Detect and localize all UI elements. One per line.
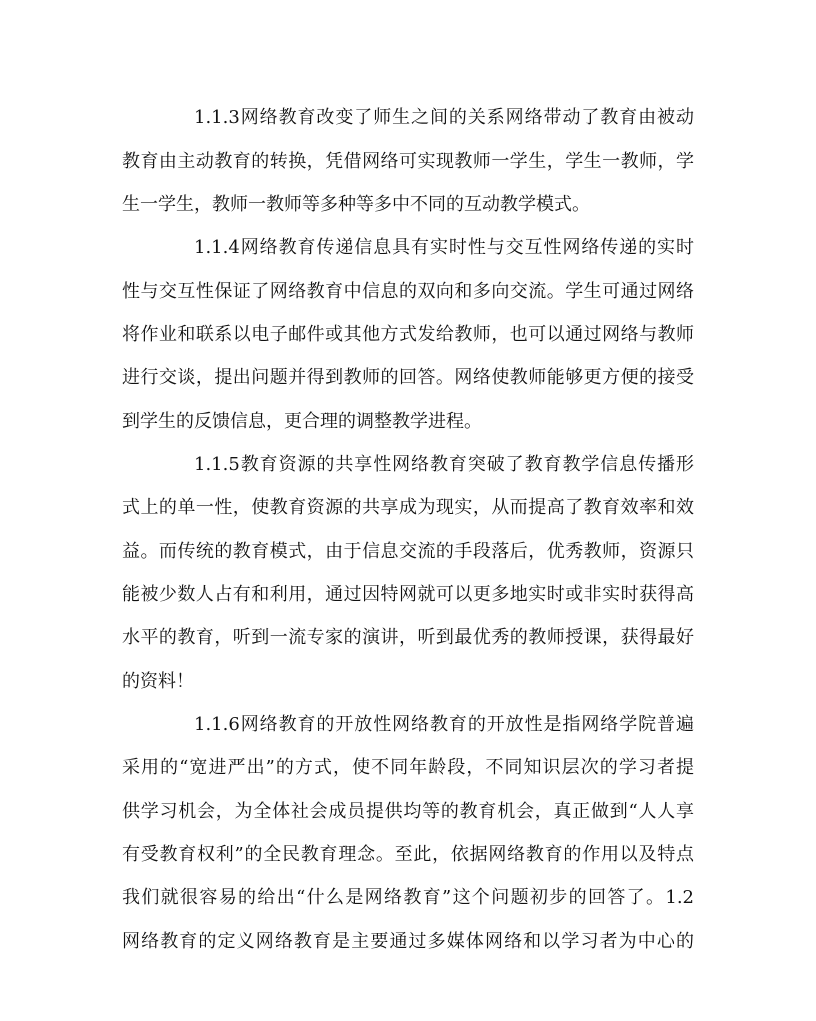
paragraph-1-1-5-line: 水平的教育，听到一流专家的演讲，听到最优秀的教师授课，获得最好 <box>122 627 694 648</box>
paragraph-1-1-6-line: 采用的“宽进严出”的方式，使不同年龄段，不同知识层次的学习者提 <box>122 757 694 778</box>
paragraph-1-1-6-line: 我们就很容易的给出“什么是网络教育”这个问题初步的回答了。1.2 <box>122 887 694 908</box>
paragraph-1-1-4-line: 性与交互性保证了网络教育中信息的双向和多向交流。学生可通过网络 <box>122 281 694 302</box>
paragraph-1-1-6-line: 1.1.6网络教育的开放性网络教育的开放性是指网络学院普遍 <box>194 714 694 735</box>
paragraph-1-1-3-line: 教育由主动教育的转换，凭借网络可实现教师一学生，学生一教师，学 <box>122 151 694 172</box>
paragraph-1-1-4-line: 进行交谈，提出问题并得到教师的回答。网络使教师能够更方便的接受 <box>122 367 694 388</box>
paragraph-1-1-4-line: 到学生的反馈信息，更合理的调整教学进程。 <box>122 411 482 432</box>
paragraph-1-1-6-line: 供学习机会，为全体社会成员提供均等的教育机会，真正做到“人人享 <box>122 801 694 822</box>
paragraph-1-1-5-line: 1.1.5教育资源的共享性网络教育突破了教育教学信息传播形 <box>194 454 694 475</box>
paragraph-1-1-6-line: 有受教育权利”的全民教育理念。至此，依据网络教育的作用以及特点 <box>122 844 694 865</box>
paragraph-1-1-5-line: 的资料！ <box>122 671 194 692</box>
paragraph-1-1-4-line: 将作业和联系以电子邮件或其他方式发给教师，也可以通过网络与教师 <box>122 324 694 345</box>
paragraph-1-1-6-line: 网络教育的定义网络教育是主要通过多媒体网络和以学习者为中心的 <box>122 931 694 952</box>
paragraph-1-1-5-line: 益。而传统的教育模式，由于信息交流的手段落后，优秀教师，资源只 <box>122 541 694 562</box>
paragraph-1-1-3-line: 生一学生，教师一教师等多种等多中不同的互动教学模式。 <box>122 194 590 215</box>
paragraph-1-1-5-line: 式上的单一性，使教育资源的共享成为现实，从而提高了教育效率和效 <box>122 497 694 518</box>
paragraph-1-1-5-line: 能被少数人占有和利用，通过因特网就可以更多地实时或非实时获得高 <box>122 584 694 605</box>
paragraph-1-1-4-line: 1.1.4网络教育传递信息具有实时性与交互性网络传递的实时 <box>194 237 694 258</box>
paragraph-1-1-3-line: 1.1.3网络教育改变了师生之间的关系网络带动了教育由被动 <box>194 107 694 128</box>
